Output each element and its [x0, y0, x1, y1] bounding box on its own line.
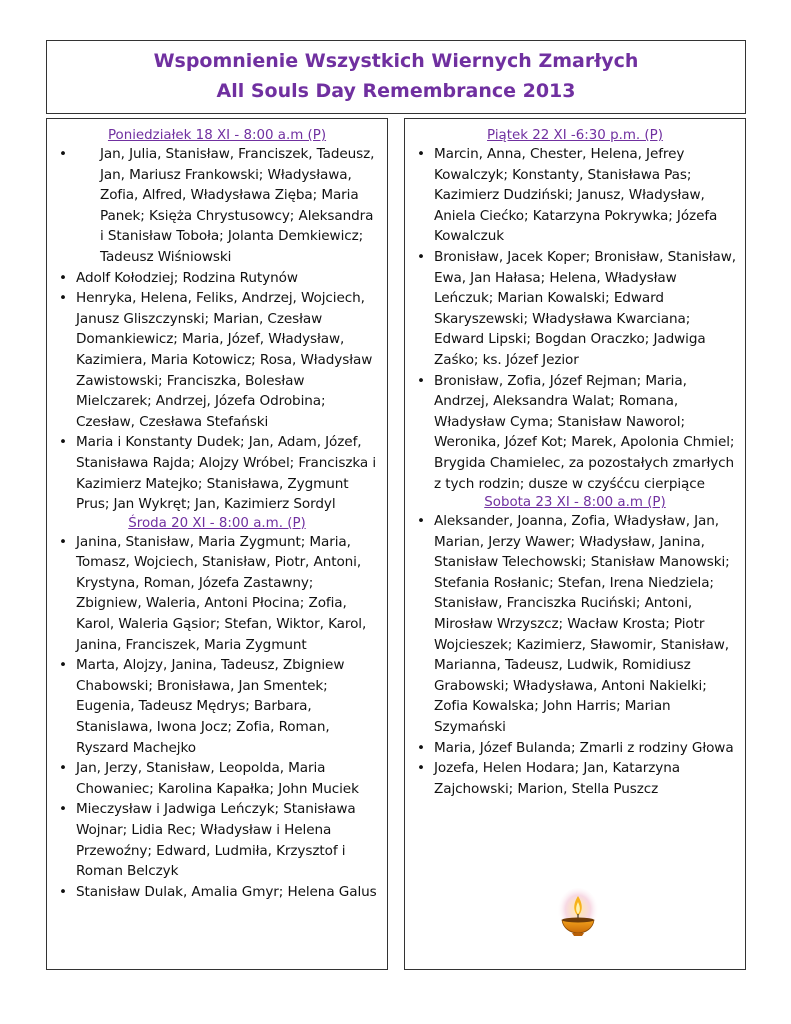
monday-list	[55, 144, 379, 515]
page-subtitle: All Souls Day Remembrance 2013	[216, 80, 576, 102]
list-item: • Jan, Jerzy, Stanisław, Leopolda, Maria Chowaniec; Karolina Kapałka; John Muciek	[55, 758, 379, 799]
list-item: • Marcin, Anna, Chester, Helena, Jefrey Kowalczyk; Konstanty, Stanisława Pas; Kazimierz Dudziński; Janusz, Władysław, Aniela Ciećko; Katarzyna Pokrywka; Józefa Kowalczuk	[413, 144, 737, 247]
heading-friday: Piątek 22 XI -6:30 p.m. (P)	[487, 128, 663, 143]
list-item: • Jozefa, Helen Hodara; Jan, Katarzyna Zajchowski; Marion, Stella Puszcz	[413, 758, 737, 799]
list-item: • Adolf Kołodziej; Rodzina Rutynów	[55, 268, 379, 289]
heading-monday: Poniedziałek 18 XI - 8:00 a.m (P)	[107, 128, 327, 143]
friday-list	[413, 144, 737, 494]
list-item: • Maria, Józef Bulanda; Zmarli z rodziny Głowa	[413, 738, 737, 759]
wednesday-list	[55, 532, 379, 903]
page-title: Wspomnienie Wszystkich Wiernych Zmarłych	[153, 50, 639, 72]
list-item: • Henryka, Helena, Feliks, Andrzej, Wojciech, Janusz Gliszczynski; Marian, Czesław Domankiewicz; Maria, Józef, Władysław, Kazimiera, Maria Kotowicz; Rosa, Władysław Zawistowski; Franciszka, Bolesław Mielczarek; Andrzej, Józefa Odrobina; Czesław, Czesława Stefański	[55, 288, 379, 432]
title-box	[46, 40, 746, 114]
candle-icon	[556, 886, 600, 942]
left-column	[46, 118, 388, 970]
list-item: • Marta, Alojzy, Janina, Tadeusz, Zbigniew Chabowski; Bronisława, Jan Smentek; Eugenia, Tadeusz Mędrys; Barbara, Stanislawa, Iwona Jocz; Zofia, Roman, Ryszard Machejko	[55, 655, 379, 758]
list-item: • Jan, Julia, Stanisław, Franciszek, Tadeusz, Jan, Mariusz Frankowski; Władysława, Zofia, Alfred, Władysława Zięba; Maria Panek; Księża Chrystusowcy; Aleksandra i Stanisław Toboła; Jolanta Demkiewicz; Tadeusz Wiśniowski	[55, 144, 379, 268]
list-item: • Aleksander, Joanna, Zofia, Władysław, Jan, Marian, Jerzy Wawer; Władysław, Janina, Stanisław Telechowski; Stanisław Manowski; Stefania Rosłanic; Stefan, Irena Niedziela; Stanisław, Franciszka Ruciński; Antoni, Mirosław Wrzyszcz; Wacław Krosta; Piotr Wojcieszek; Kazimierz, Sławomir, Stanisław, Marianna, Tadeusz, Ludwik, Romidiusz Grabowski; Władysława, Antoni Nakielki; Zofia Kowalska; John Harris; Marian Szymański	[413, 511, 737, 738]
heading-wednesday: Środa 20 XI - 8:00 a.m. (P)	[128, 515, 306, 531]
list-item: • Bronisław, Zofia, Józef Rejman; Maria, Andrzej, Aleksandra Walat; Romana, Władysław Cyma; Stanisław Naworol; Weronika, Józef Kot; Marek, Apolonia Chmiel; Brygida Chamielec, za pozostałych zmarłych z tych rodzin; dusze w czyśćcu cierpiące	[413, 371, 737, 495]
heading-saturday: Sobota 23 XI - 8:00 a.m (P)	[484, 495, 666, 511]
list-item: • Janina, Stanisław, Maria Zygmunt; Maria, Tomasz, Wojciech, Stanisław, Piotr, Antoni, Krystyna, Roman, Józefa Zastawny; Zbigniew, Waleria, Antoni Płocina; Zofia, Karol, Waleria Gąsior; Stefan, Wiktor, Karol, Janina, Franciszek, Maria Zygmunt	[55, 532, 379, 656]
list-item: • Mieczysław i Jadwiga Leńczyk; Stanisława Wojnar; Lidia Rec; Władysław i Helena Przewoźny; Edward, Ludmiła, Krzysztof i Roman Belczyk	[55, 799, 379, 881]
list-item: • Stanisław Dulak, Amalia Gmyr; Helena Galus	[55, 882, 379, 903]
list-item: • Maria i Konstanty Dudek; Jan, Adam, Józef, Stanisława Rajda; Alojzy Wróbel; Franciszka i Kazimierz Matejko; Stanisława, Zygmunt Prus; Jan Wykręt; Jan, Kazimierz Sordyl	[55, 432, 379, 514]
saturday-list	[413, 511, 737, 799]
list-item: • Bronisław, Jacek Koper; Bronisław, Stanisław, Ewa, Jan Hałasa; Helena, Władysław Leńczuk; Marian Kowalski; Edward Skaryszewski; Władysława Kwarciana; Edward Lipski; Bogdan Oraczko; Jadwiga Zaśko; ks. Józef Jezior	[413, 247, 737, 371]
right-column	[404, 118, 746, 970]
